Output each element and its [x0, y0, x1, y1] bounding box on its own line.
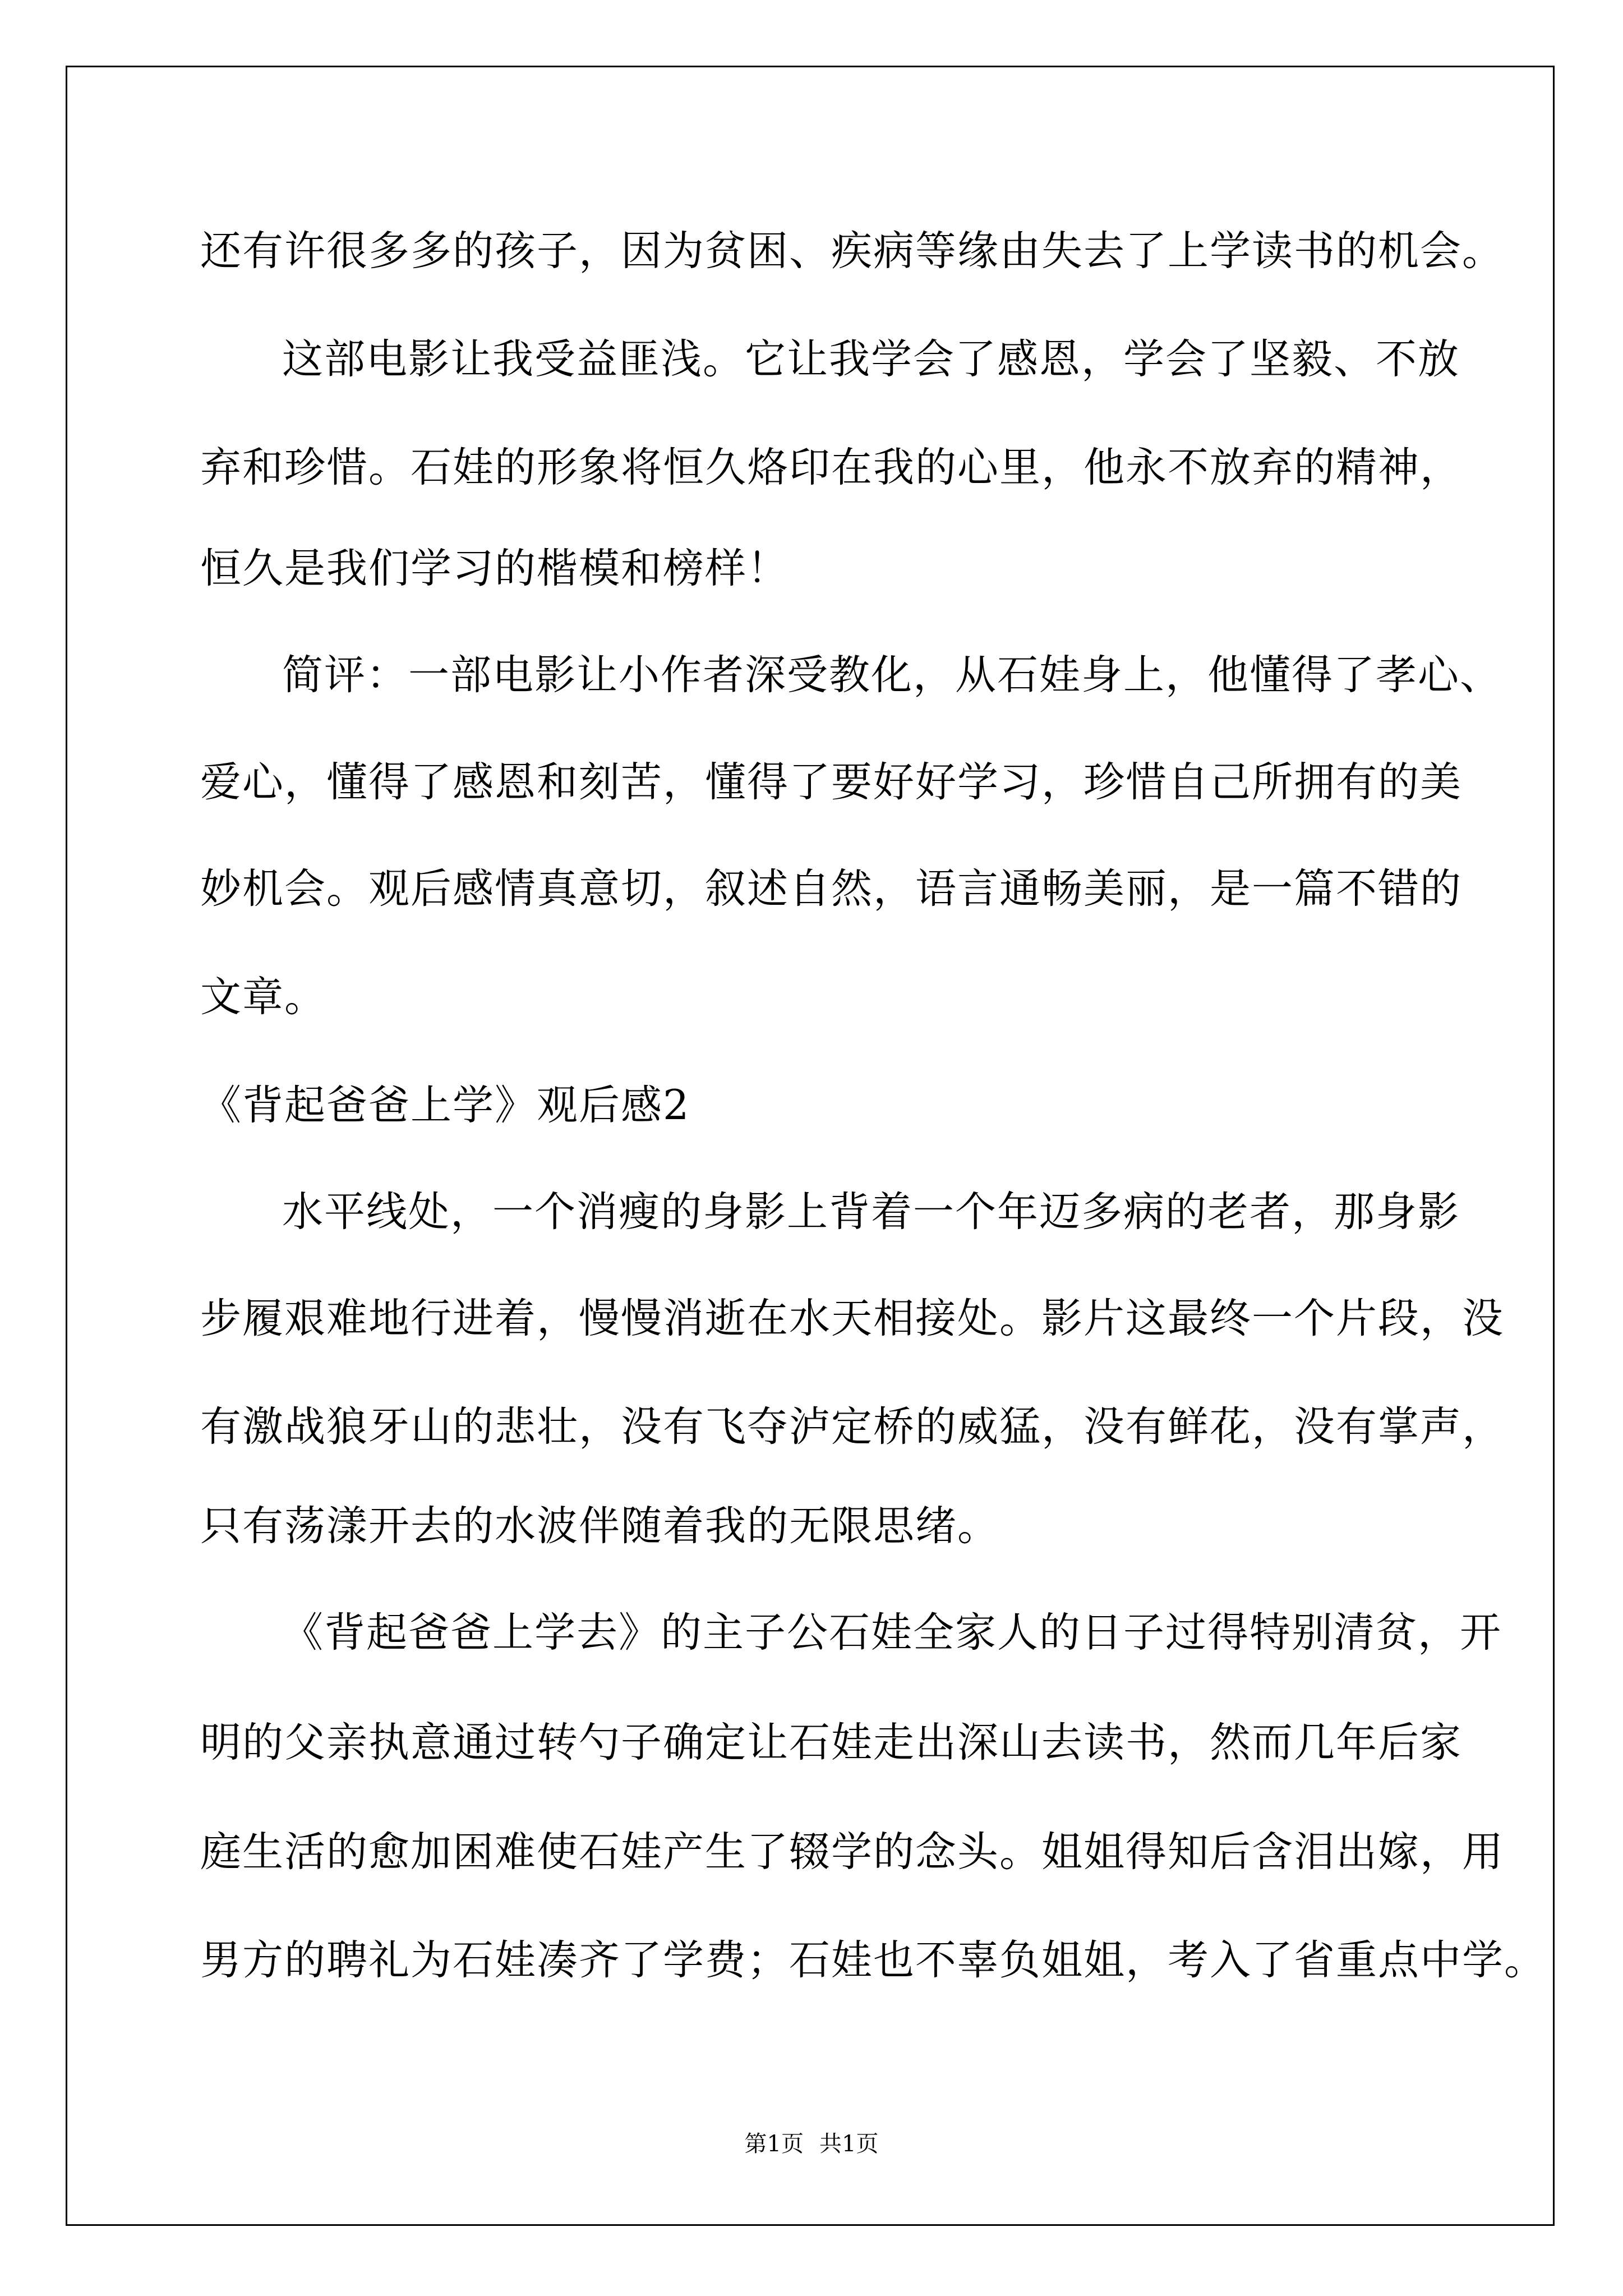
body-line-1: 还有许很多多的孩子，因为贫困、疾病等缘由失去了上学读书的机会。 — [200, 227, 1504, 275]
body-line-4: 恒久是我们学习的楷模和榜样！ — [200, 545, 789, 592]
body-line-17: 男方的聘礼为石娃凑齐了学费；石娃也不辜负姐姐，考入了省重点中学。 — [200, 1936, 1546, 1984]
body-line-8: 文章。 — [200, 973, 326, 1021]
section-heading: 《背起爸爸上学》观后感2 — [200, 1082, 690, 1129]
body-line-3: 弃和珍惜。石娃的形象将恒久烙印在我的心里，他永不放弃的精神， — [200, 444, 1462, 491]
body-line-6: 爱心，懂得了感恩和刻苦，懂得了要好好学习，珍惜自己所拥有的美 — [200, 758, 1462, 806]
body-line-15: 明的父亲执意通过转勺子确定让石娃走出深山去读书，然而几年后家 — [200, 1719, 1462, 1766]
body-line-14: 《背起爸爸上学去》的主子公石娃全家人的日子过得特别清贫，开 — [282, 1609, 1502, 1657]
body-line-16: 庭生活的愈加困难使石娃产生了辍学的念头。姐姐得知后含泪出嫁，用 — [200, 1828, 1504, 1876]
body-line-5: 简评：一部电影让小作者深受教化，从石娃身上，他懂得了孝心、 — [282, 651, 1502, 699]
body-line-13: 只有荡漾开去的水波伴随着我的无限思绪。 — [200, 1502, 999, 1550]
page-total: 共1页 — [819, 2131, 879, 2157]
body-line-12: 有激战狼牙山的悲壮，没有飞夺泸定桥的威猛，没有鲜花，没有掌声， — [200, 1403, 1504, 1451]
body-line-11: 步履艰难地行进着，慢慢消逝在水天相接处。影片这最终一个片段，没 — [200, 1295, 1504, 1342]
body-line-10: 水平线处，一个消瘦的身影上背着一个年迈多病的老者，那身影 — [282, 1188, 1460, 1236]
page-number: 第1页 — [744, 2131, 804, 2157]
page-footer — [0, 2127, 1623, 2161]
body-line-2: 这部电影让我受益匪浅。它让我学会了感恩，学会了坚毅、不放 — [282, 335, 1460, 383]
body-line-7: 妙机会。观后感情真意切，叙述自然，语言通畅美丽，是一篇不错的 — [200, 865, 1462, 913]
